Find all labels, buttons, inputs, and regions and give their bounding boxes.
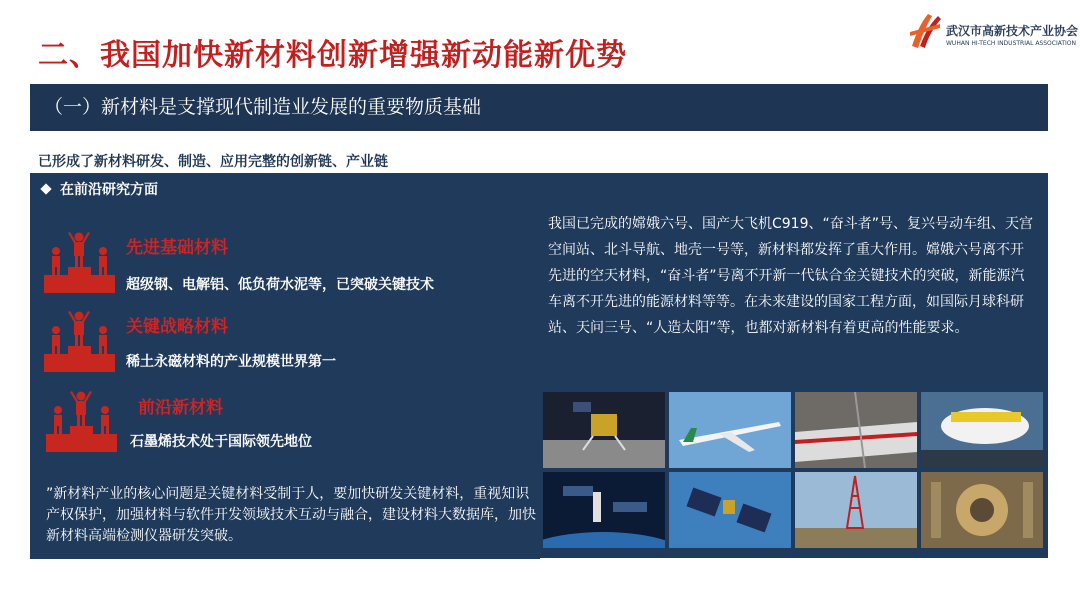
logo-chinese-name: 武汉市高新技术产业协会 — [946, 24, 1079, 38]
logo-mark-icon — [906, 6, 946, 52]
panel-heading-text: 在前沿研究方面 — [60, 182, 158, 198]
fusion-device-photo — [921, 472, 1043, 548]
page-title: 二、我国加快新材料创新增强新动能新优势 — [38, 38, 627, 73]
satellite-photo — [669, 472, 791, 548]
podium-icon — [42, 310, 117, 372]
c919-aircraft-photo — [669, 392, 791, 468]
space-station-photo — [543, 472, 665, 548]
fuxing-train-photo — [795, 392, 917, 468]
achievements-paragraph: 我国已完成的嫦娥六号、国产大飞机C919、“奋斗者”号、复兴号动车组、天宫空间站、北斗导航、地壳一号等，新材料都发挥了重大作用。嫦娥六号离不开先进的空天材料，“奋斗者”号离不开新一代钛合金关键技术的突破，新能源汽车离不开先进的能源材料等等。在未来建设的国家工程方面，如国际月球科研站、天问三号、“人造太阳”等，也都对新材料有着更高的性能要求。 — [548, 216, 1034, 336]
category-title: 前沿新材料 — [138, 398, 223, 418]
lunar-probe-photo — [543, 392, 665, 468]
category-description: 超级钢、电解铝、低负荷水泥等，已突破关键技术 — [126, 277, 434, 293]
podium-icon — [42, 231, 117, 293]
category-description: 石墨烯技术处于国际领先地位 — [130, 434, 312, 450]
category-description: 稀土永磁材料的产业规模世界第一 — [126, 354, 336, 370]
panel-divider — [30, 557, 540, 559]
category-title: 关键战略材料 — [126, 317, 228, 337]
submersible-photo — [921, 392, 1043, 468]
section-title: （一）新材料是支撑现代制造业发展的重要物质基础 — [44, 96, 482, 118]
podium-icon — [44, 390, 119, 452]
content-panel — [30, 173, 1048, 558]
category-title: 先进基础材料 — [126, 238, 228, 258]
logo-english-name: WUHAN HI-TECH INDUSTRIAL ASSOCIATION — [946, 40, 1077, 47]
quote-text: ”新材料产业的核心问题是关键材料受制于人，要加快研发关键材料，重视知识产权保护，加强材料与软件开发领域技术互动与融合，建设材料大数据库，加快新材料高端检测仪器研发突破。 — [46, 486, 536, 544]
panel-heading — [42, 179, 158, 199]
diamond-bullet-icon — [40, 183, 51, 194]
association-logo — [906, 6, 1079, 56]
intro-text: 已形成了新材料研发、制造、应用完整的创新链、产业链 — [38, 154, 388, 170]
drilling-rig-photo — [795, 472, 917, 548]
section-title-bar — [30, 84, 1048, 131]
